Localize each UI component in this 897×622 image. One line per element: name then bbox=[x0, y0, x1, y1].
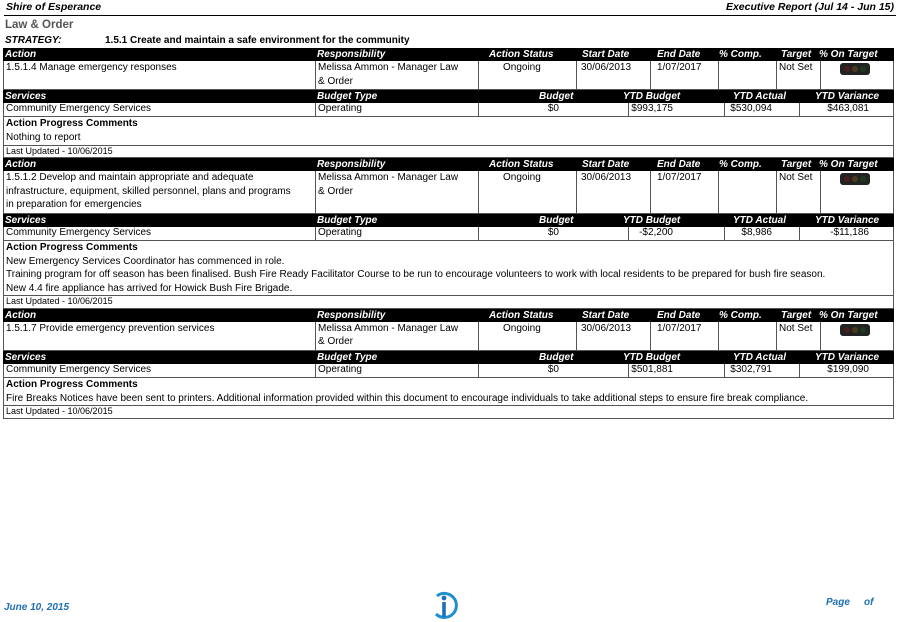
action-responsibility: Melissa Ammon - Manager Law bbox=[318, 322, 459, 334]
action-header-row bbox=[3, 158, 894, 171]
cell-divider bbox=[315, 171, 316, 213]
cell-divider bbox=[576, 61, 577, 89]
cell-divider bbox=[718, 322, 719, 350]
action-row bbox=[3, 61, 894, 90]
services-header-cell: YTD Budget bbox=[623, 351, 681, 363]
ytd-actual-value: $530,094 bbox=[730, 103, 772, 114]
services-header-cell: Services bbox=[5, 214, 47, 226]
action-start-date: 30/06/2013 bbox=[581, 172, 632, 183]
cell-divider bbox=[576, 322, 577, 350]
services-row bbox=[3, 227, 894, 241]
action-header-cell: Responsibility bbox=[317, 309, 386, 321]
comments-title: Action Progress Comments bbox=[6, 118, 138, 129]
action-header-cell: Start Date bbox=[582, 309, 630, 321]
cell-divider bbox=[628, 364, 629, 377]
action-header-cell: End Date bbox=[657, 309, 701, 321]
services-header-cell: YTD Actual bbox=[733, 214, 786, 226]
action-header-cell: Action bbox=[5, 309, 37, 321]
action-block bbox=[3, 158, 894, 309]
services-header-cell: Budget Type bbox=[317, 91, 378, 102]
cell-divider bbox=[724, 364, 725, 377]
action-header-cell: Responsibility bbox=[317, 49, 386, 60]
action-header-cell: % On Target bbox=[819, 309, 878, 321]
cell-divider bbox=[650, 171, 651, 213]
comments-title: Action Progress Comments bbox=[6, 241, 138, 253]
action-header-cell: Action bbox=[5, 49, 37, 60]
comment-line: New 4.4 fire appliance has arrived for Howick Bush Fire Brigade. bbox=[6, 282, 293, 294]
cell-divider bbox=[820, 171, 821, 213]
action-header-cell: Target bbox=[781, 309, 812, 321]
cell-divider bbox=[724, 103, 725, 116]
traffic-light-icon bbox=[840, 324, 870, 336]
action-header-cell: End Date bbox=[657, 49, 701, 60]
last-updated: Last Updated - 10/06/2015 bbox=[3, 296, 894, 309]
budget-type: Operating bbox=[318, 226, 362, 238]
ytd-actual-value: $8,986 bbox=[741, 226, 772, 238]
report-header-bar bbox=[4, 1, 896, 16]
comments-body bbox=[4, 131, 893, 145]
action-header-row bbox=[3, 309, 894, 322]
services-header-cell: Budget bbox=[539, 351, 574, 363]
cell-divider bbox=[478, 227, 479, 240]
action-end-date: 1/07/2017 bbox=[657, 322, 702, 334]
cell-divider bbox=[628, 227, 629, 240]
comments-body bbox=[4, 255, 893, 296]
traffic-light-icon bbox=[840, 173, 870, 185]
cell-divider bbox=[718, 171, 719, 213]
last-updated: Last Updated - 10/06/2015 bbox=[3, 406, 894, 419]
service-name: Community Emergency Services bbox=[6, 363, 152, 375]
cell-divider bbox=[315, 227, 316, 240]
action-status: Ongoing bbox=[503, 322, 541, 334]
comment-line: Nothing to report bbox=[6, 132, 81, 143]
services-header-cell: Budget bbox=[539, 214, 574, 226]
budget-value: $0 bbox=[547, 363, 559, 375]
action-row bbox=[3, 171, 894, 214]
cell-divider bbox=[315, 364, 316, 377]
strategy-label: STRATEGY: bbox=[5, 35, 62, 46]
action-header-cell: % Comp. bbox=[719, 159, 762, 170]
action-target: Not Set bbox=[779, 322, 813, 334]
cell-divider bbox=[478, 364, 479, 377]
action-header-cell: % Comp. bbox=[719, 309, 762, 321]
action-header-cell: End Date bbox=[657, 159, 701, 170]
action-responsibility: & Order bbox=[318, 185, 354, 197]
org-name: Shire of Esperance bbox=[6, 1, 102, 13]
comment-line: Fire Breaks Notices have been sent to printers. Additional information provided within this document to encourage individuals to take additional steps to ensure fire break compliance. bbox=[6, 392, 809, 404]
action-name: infrastructure, equipment, skilled personnel, plans and programs bbox=[6, 185, 291, 197]
ytd-variance-value: $463,081 bbox=[827, 103, 869, 114]
services-header-cell: YTD Budget bbox=[623, 91, 681, 102]
action-name: in preparation for emergencies bbox=[6, 199, 142, 210]
cell-divider bbox=[478, 61, 479, 89]
services-header-cell: Budget Type bbox=[317, 214, 378, 226]
cell-divider bbox=[628, 103, 629, 116]
action-end-date: 1/07/2017 bbox=[657, 62, 702, 73]
action-header-cell: Action bbox=[5, 159, 37, 170]
action-status: Ongoing bbox=[503, 62, 541, 73]
ytd-actual-value: $302,791 bbox=[730, 363, 772, 375]
cell-divider bbox=[776, 61, 777, 89]
budget-value: $0 bbox=[547, 103, 559, 114]
action-responsibility: & Order bbox=[318, 336, 354, 347]
ytd-variance-value: -$11,186 bbox=[830, 226, 869, 238]
cell-divider bbox=[650, 322, 651, 350]
cell-divider bbox=[315, 61, 316, 89]
cell-divider bbox=[650, 61, 651, 89]
action-target: Not Set bbox=[779, 172, 813, 183]
cell-divider bbox=[799, 227, 800, 240]
action-start-date: 30/06/2013 bbox=[581, 322, 632, 334]
budget-value: $0 bbox=[547, 226, 559, 238]
services-header-cell: Services bbox=[5, 91, 47, 102]
service-name: Community Emergency Services bbox=[6, 226, 152, 238]
comment-line: New Emergency Services Coordinator has commenced in role. bbox=[6, 255, 285, 267]
action-header-cell: Target bbox=[781, 49, 812, 60]
action-name: 1.5.1.7 Provide emergency prevention services bbox=[6, 322, 215, 334]
cell-divider bbox=[776, 171, 777, 213]
action-progress-comments bbox=[3, 241, 894, 297]
cell-divider bbox=[315, 103, 316, 116]
comments-body bbox=[4, 392, 893, 406]
strategy-text: 1.5.1 Create and maintain a safe environment for the community bbox=[105, 35, 410, 46]
service-name: Community Emergency Services bbox=[6, 103, 152, 114]
ytd-budget-value: -$2,200 bbox=[639, 226, 673, 238]
footer-of-label: of bbox=[864, 597, 874, 608]
services-header-cell: YTD Variance bbox=[815, 351, 880, 363]
ytd-budget-value: $993,175 bbox=[631, 103, 673, 114]
cell-divider bbox=[799, 364, 800, 377]
action-start-date: 30/06/2013 bbox=[581, 62, 632, 73]
ytd-variance-value: $199,090 bbox=[827, 363, 869, 375]
action-responsibility: & Order bbox=[318, 75, 354, 87]
last-updated: Last Updated - 10/06/2015 bbox=[3, 146, 894, 159]
action-progress-comments bbox=[3, 117, 894, 146]
services-header-cell: Budget Type bbox=[317, 351, 378, 363]
footer-date: June 10, 2015 bbox=[4, 602, 70, 613]
action-name: 1.5.1.2 Develop and maintain appropriate and adequate bbox=[6, 172, 254, 183]
comments-title: Action Progress Comments bbox=[6, 378, 138, 390]
cell-divider bbox=[724, 227, 725, 240]
services-row bbox=[3, 103, 894, 117]
budget-type: Operating bbox=[318, 363, 362, 375]
services-header-cell: YTD Variance bbox=[815, 214, 880, 226]
services-header-cell: YTD Budget bbox=[623, 214, 681, 226]
action-block bbox=[3, 309, 894, 419]
action-header-cell: Action Status bbox=[489, 159, 554, 170]
budget-type: Operating bbox=[318, 103, 362, 114]
section-title: Law & Order bbox=[5, 19, 74, 31]
footer-page-label: Page bbox=[826, 597, 850, 608]
cell-divider bbox=[820, 61, 821, 89]
action-responsibility: Melissa Ammon - Manager Law bbox=[318, 172, 459, 183]
ytd-budget-value: $501,881 bbox=[631, 363, 673, 375]
action-status: Ongoing bbox=[503, 172, 541, 183]
action-row bbox=[3, 322, 894, 351]
action-end-date: 1/07/2017 bbox=[657, 172, 702, 183]
action-header-cell: % On Target bbox=[819, 49, 878, 60]
comment-line: Training program for off season has been finalised. Bush Fire Ready Facilitator Course to be run to encourage volunteers to work with local residents to be prepared for bush fire season. bbox=[6, 269, 826, 280]
interplan-logo-icon bbox=[427, 590, 463, 620]
services-header-cell: Budget bbox=[539, 91, 574, 102]
cell-divider bbox=[478, 103, 479, 116]
action-header-cell: Start Date bbox=[582, 159, 630, 170]
report-body bbox=[3, 48, 894, 419]
action-header-cell: % Comp. bbox=[719, 49, 762, 60]
cell-divider bbox=[776, 322, 777, 350]
cell-divider bbox=[315, 322, 316, 350]
action-responsibility: Melissa Ammon - Manager Law bbox=[318, 62, 459, 73]
cell-divider bbox=[576, 171, 577, 213]
action-progress-comments bbox=[3, 378, 894, 407]
cell-divider bbox=[820, 322, 821, 350]
action-block bbox=[3, 48, 894, 158]
action-header-cell: % On Target bbox=[819, 159, 878, 170]
services-header-cell: YTD Variance bbox=[815, 91, 880, 102]
action-target: Not Set bbox=[779, 62, 813, 73]
cell-divider bbox=[799, 103, 800, 116]
services-header-cell: Services bbox=[5, 351, 47, 363]
action-header-cell: Target bbox=[781, 159, 812, 170]
action-header-cell: Action Status bbox=[489, 49, 554, 60]
services-header-cell: YTD Actual bbox=[733, 351, 786, 363]
cell-divider bbox=[718, 61, 719, 89]
action-header-cell: Start Date bbox=[582, 49, 630, 60]
services-row bbox=[3, 364, 894, 378]
cell-divider bbox=[478, 171, 479, 213]
action-header-row bbox=[3, 48, 894, 61]
action-header-cell: Action Status bbox=[489, 309, 554, 321]
services-header-cell: YTD Actual bbox=[733, 91, 786, 102]
action-header-cell: Responsibility bbox=[317, 159, 386, 170]
traffic-light-icon bbox=[840, 63, 870, 75]
cell-divider bbox=[478, 322, 479, 350]
report-title: Executive Report (Jul 14 - Jun 15) bbox=[725, 1, 894, 13]
action-name: 1.5.1.4 Manage emergency responses bbox=[6, 62, 177, 73]
